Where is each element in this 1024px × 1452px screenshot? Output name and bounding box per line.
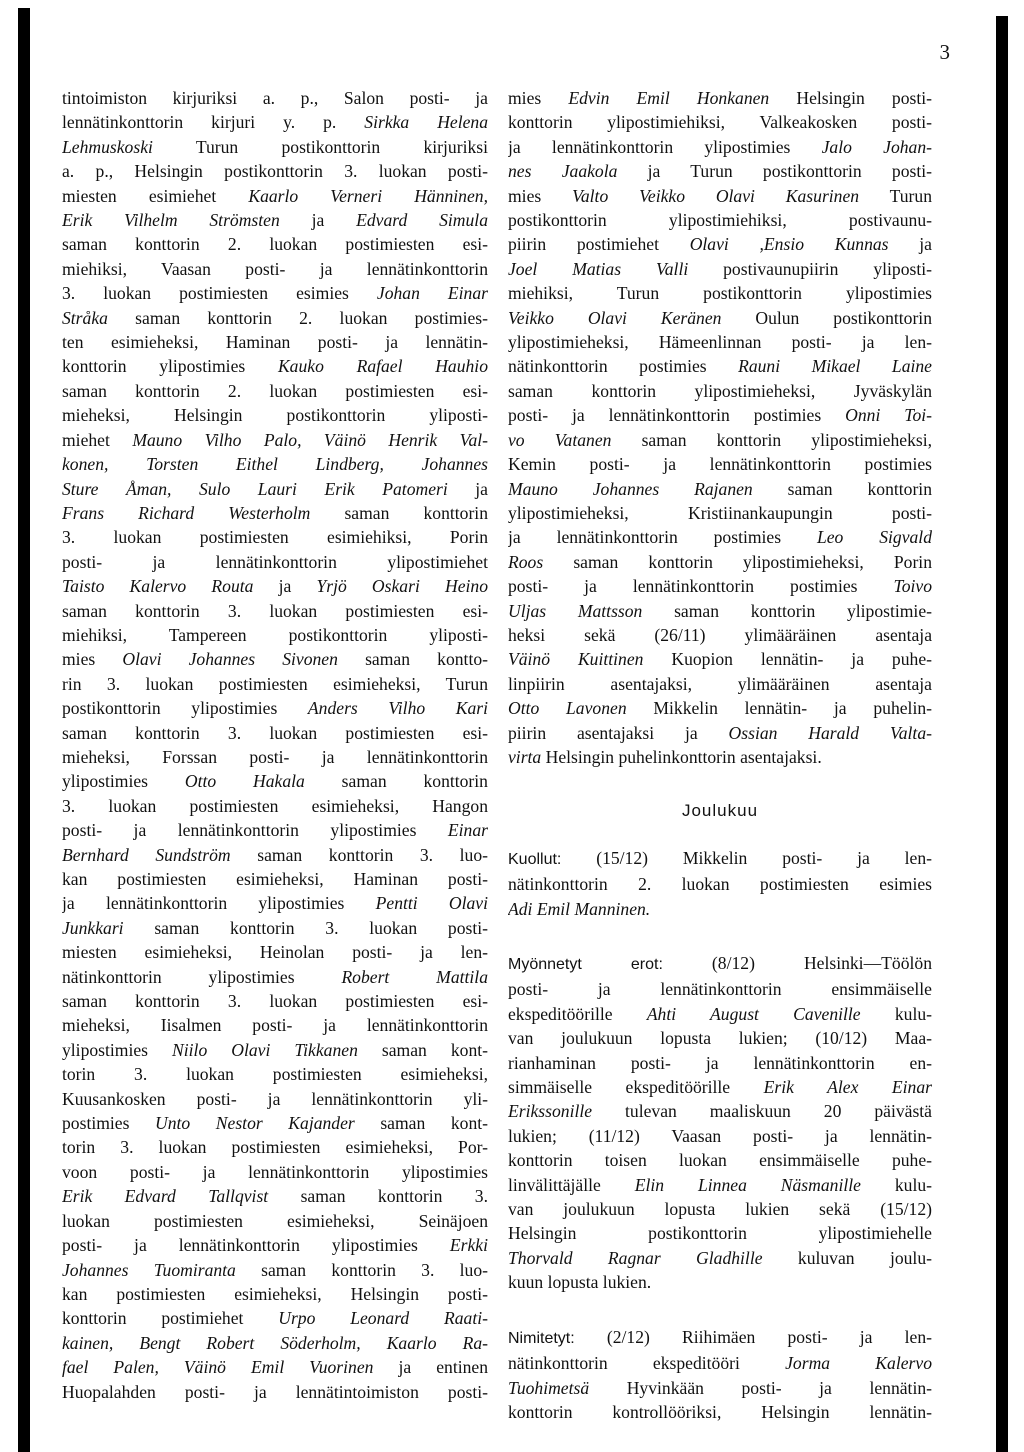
text-line: miehiksi, Turun postikonttorin ylipostimies [508, 283, 932, 304]
run-in-heading: Nimitetyt: [508, 1329, 575, 1347]
text-line: saman konttorin ylipostimieheksi, Jyväskylän [508, 380, 932, 401]
text-line: lukien; (11/12) Vaasan posti- ja lennätin- [508, 1125, 932, 1146]
text-line: a. p., Helsingin postikonttorin 3. luokan posti- [62, 161, 488, 182]
text-line: Taisto Kalervo Routa ja Yrjö Oskari Heino [62, 576, 488, 597]
text-line: nätinkonttorin 2. luokan postimiesten esimies [508, 874, 932, 895]
text-line: mieheksi, Helsingin postikonttorin yliposti- [62, 405, 488, 426]
text-line: Erikssonille tulevan maaliskuun 20 päivästä [508, 1101, 932, 1122]
text-line: konttorin ylipostimies Kauko Rafael Hauhio [62, 356, 488, 377]
text-line: ja lennätinkonttorin ylipostimies Jalo Johan- [508, 136, 932, 157]
text-line: Mauno Johannes Rajanen saman konttorin [508, 478, 932, 499]
text-line: ylipostimies Niilo Olavi Tikkanen saman kont- [62, 1039, 488, 1060]
appointments-section [508, 1325, 932, 1425]
text-line: konttorin toisen luokan ensimmäiselle puhe- [508, 1150, 932, 1171]
text-line: Lehmuskoski Turun postikonttorin kirjuriksi [62, 136, 488, 157]
text-line: Tuohimetsä Hyvinkään posti- ja lennätin- [508, 1377, 932, 1398]
text-line: mieheksi, Forssan posti- ja lennätinkonttorin [62, 746, 488, 767]
text-line: saman konttorin 3. luokan postimiesten esi- [62, 991, 488, 1012]
text-line: konttorin kontrollööriksi, Helsingin lennätin- [508, 1401, 932, 1422]
text-line: Väinö Kuittinen Kuopion lennätin- ja puhe- [508, 649, 932, 670]
run-in-heading: Kuollut: [508, 850, 562, 868]
text-line: konttorin postimiehet Urpo Leonard Raati- [62, 1308, 488, 1329]
text-line: posti- ja lennätinkonttorin postimies Toivo [508, 576, 932, 597]
text-line: nes Jaakola ja Turun postikonttorin posti- [508, 161, 932, 182]
text-line: Erik Edvard Tallqvist saman konttorin 3. [62, 1186, 488, 1207]
text-line: kan postimiesten esimieheksi, Haminan posti- [62, 869, 488, 889]
text-line: ylipostimieheksi, Kristiinankaupungin posti- [508, 502, 932, 523]
text-line: saman konttorin 3. luokan postimiesten esi- [62, 600, 488, 621]
text-line: saman konttorin 2. luokan postimiesten esi- [62, 380, 488, 401]
text-line: Huopalahden posti- ja lennätintoimiston posti- [62, 1381, 488, 1402]
text-line: simmäiselle ekspeditöörille Erik Alex Einar [508, 1077, 932, 1098]
text-line: ylipostimies Otto Hakala saman konttorin [62, 771, 488, 792]
text-line: Kuollut: (15/12) Mikkelin posti- ja len- [508, 847, 932, 868]
text-line: Joel Matias Valli postivaunupiirin yliposti- [508, 258, 932, 279]
text-line: saman konttorin 3. luokan postimiesten esi- [62, 722, 488, 743]
text-line: miesten esimieheksi, Heinolan posti- ja len- [62, 942, 488, 963]
text-line: mieheksi, Iisalmen posti- ja lennätinkonttorin [62, 1015, 488, 1036]
text-line: torin 3. luokan postimiesten esimieheksi, Por- [62, 1137, 488, 1158]
text-line: lennätinkonttorin kirjuri y. p. Sirkka Helena [62, 112, 488, 133]
text-line: piirin postimiehet Olavi ,Ensio Kunnas ja [508, 234, 932, 255]
text-line: miesten esimiehet Kaarlo Verneri Hänninen, [62, 185, 488, 206]
text-line: van joulukuun lopusta lukien sekä (15/12) [508, 1199, 932, 1220]
text-line: miehet Mauno Vilho Palo, Väinö Henrik Val- [62, 429, 488, 450]
resignations-section [508, 951, 932, 1295]
page-number: 3 [939, 40, 950, 64]
text-line: heksi sekä (26/11) ylimääräinen asentaja [508, 624, 932, 645]
text-line: konen, Torsten Eithel Lindberg, Johannes [62, 454, 488, 475]
text-line: linpiirin asentajaksi, ylimääräinen asentaja [508, 673, 932, 694]
text-line: miehiksi, Vaasan posti- ja lennätinkonttorin [62, 258, 488, 279]
text-line: Thorvald Ragnar Gladhille kuluvan joulu- [508, 1247, 932, 1268]
text-line: Sture Åman, Sulo Lauri Erik Patomeri ja [62, 478, 488, 499]
text-line: nätinkonttorin postimies Rauni Mikael Laine [508, 356, 932, 377]
section-title: Joulukuu [681, 801, 759, 821]
text-line: saman konttorin 2. luokan postimiesten esi- [62, 234, 488, 255]
scan-edge-left [18, 8, 30, 1452]
text-line: Helsingin postikonttorin ylipostimiehelle [508, 1223, 932, 1244]
text-line: piirin asentajaksi ja Ossian Harald Valta- [508, 722, 932, 743]
text-line: posti- ja lennätinkonttorin ylipostimiehet [62, 551, 488, 572]
text-line: Adi Emil Manninen. [508, 898, 651, 919]
text-line: ekspeditöörille Ahti August Cavenille kulu- [508, 1003, 932, 1024]
text-line: posti- ja lennätinkonttorin ylipostimies Erkki [62, 1235, 488, 1256]
scan-edge-right [996, 16, 1008, 1452]
text-line: rianhaminan posti- ja lennätinkonttorin en- [508, 1052, 932, 1073]
text-line: nätinkonttorin ylipostimies Robert Mattila [62, 966, 488, 987]
text-line: Erik Vilhelm Strömsten ja Edvard Simula [62, 210, 488, 231]
text-line: posti- ja lennätinkonttorin postimies Onni Toi- [508, 405, 932, 426]
text-line: Kemin posti- ja lennätinkonttorin postimies [508, 454, 932, 475]
text-line: konttorin ylipostimiehiksi, Valkeakosken posti- [508, 112, 932, 133]
text-line: postimies Unto Nestor Kajander saman kont- [62, 1113, 488, 1134]
text-line: postikonttorin ylipostimiehiksi, postivaunu- [508, 210, 932, 231]
text-line: kainen, Bengt Robert Söderholm, Kaarlo Ra- [62, 1332, 488, 1353]
text-line: Uljas Mattsson saman konttorin ylipostimie- [508, 600, 932, 621]
text-line: van joulukuun lopusta lukien; (10/12) Maa- [508, 1028, 932, 1049]
text-line: torin 3. luokan postimiesten esimieheksi, [62, 1064, 488, 1085]
text-line: nätinkonttorin ekspeditööri Jorma Kalervo [508, 1353, 932, 1374]
text-line: ja lennätinkonttorin postimies Leo Sigvald [508, 527, 932, 548]
text-line: 3. luokan postimiesten esimies Johan Einar [62, 283, 488, 304]
text-line: kan postimiesten esimieheksi, Helsingin posti- [62, 1283, 488, 1304]
text-line: vo Vatanen saman konttorin ylipostimieheksi, [508, 429, 932, 450]
text-line: mies Olavi Johannes Sivonen saman kontto- [62, 649, 488, 670]
text-line: Johannes Tuomiranta saman konttorin 3. luo- [62, 1259, 488, 1280]
text-line: Roos saman konttorin ylipostimieheksi, Porin [508, 551, 932, 572]
text-line: miehiksi, Tampereen postikonttorin yliposti- [62, 624, 488, 645]
text-line: ten esimieheksi, Haminan posti- ja lennätin- [62, 332, 488, 353]
text-line: kuun lopusta lukien. [508, 1272, 652, 1293]
appointments-continued [508, 86, 932, 769]
text-line: posti- ja lennätinkonttorin ylipostimies Einar [62, 820, 488, 841]
run-in-heading: Myönnetyt erot: [508, 956, 663, 973]
text-line: 3. luokan postimiesten esimiehiksi, Porin [62, 527, 488, 548]
right-column [508, 86, 932, 1424]
text-line: rin 3. luokan postimiesten esimieheksi, Turun [62, 673, 488, 694]
text-line: ja lennätinkonttorin ylipostimies Pentti Olavi [62, 893, 488, 914]
text-line: Otto Lavonen Mikkelin lennätin- ja puhelin- [508, 698, 932, 719]
text-line: linvälittäjälle Elin Linnea Näsmanille kulu- [508, 1174, 932, 1195]
left-column [62, 86, 488, 1404]
text-line: Myönnetyt erot: (8/12) Helsinki—Töölön [508, 953, 932, 973]
text-line: 3. luokan postimiesten esimieheksi, Hangon [62, 795, 488, 816]
text-line: Kuusankosken posti- ja lennätinkonttorin yli- [62, 1088, 488, 1109]
text-line: posti- ja lennätinkonttorin ensimmäiselle [508, 979, 932, 1000]
text-line: luokan postimiesten esimieheksi, Seinäjoen [62, 1210, 488, 1231]
text-line: Nimitetyt: (2/12) Riihimäen posti- ja len- [508, 1326, 932, 1347]
text-line: Frans Richard Westerholm saman konttorin [62, 502, 488, 523]
text-line: mies Valto Veikko Olavi Kasurinen Turun [508, 185, 932, 206]
text-line: tintoimiston kirjuriksi a. p., Salon posti- ja [62, 88, 488, 108]
text-line: mies Edvin Emil Honkanen Helsingin posti- [508, 88, 932, 108]
deceased-section [508, 846, 932, 921]
text-line: Veikko Olavi Keränen Oulun postikonttorin [508, 307, 932, 328]
text-line: Stråka saman konttorin 2. luokan postimies- [62, 307, 488, 328]
text-line: voon posti- ja lennätinkonttorin ylipostimies [62, 1161, 488, 1182]
text-line: postikonttorin ylipostimies Anders Vilho Kari [62, 698, 488, 719]
text-line: Junkkari saman konttorin 3. luokan posti- [62, 917, 488, 938]
text-line: virta Helsingin puhelinkonttorin asentajaksi. [508, 746, 822, 767]
text-line: Bernhard Sundström saman konttorin 3. luo- [62, 844, 488, 865]
text-line: fael Palen, Väinö Emil Vuorinen ja entinen [62, 1357, 488, 1378]
text-line: ylipostimieheksi, Hämeenlinnan posti- ja len- [508, 332, 932, 353]
